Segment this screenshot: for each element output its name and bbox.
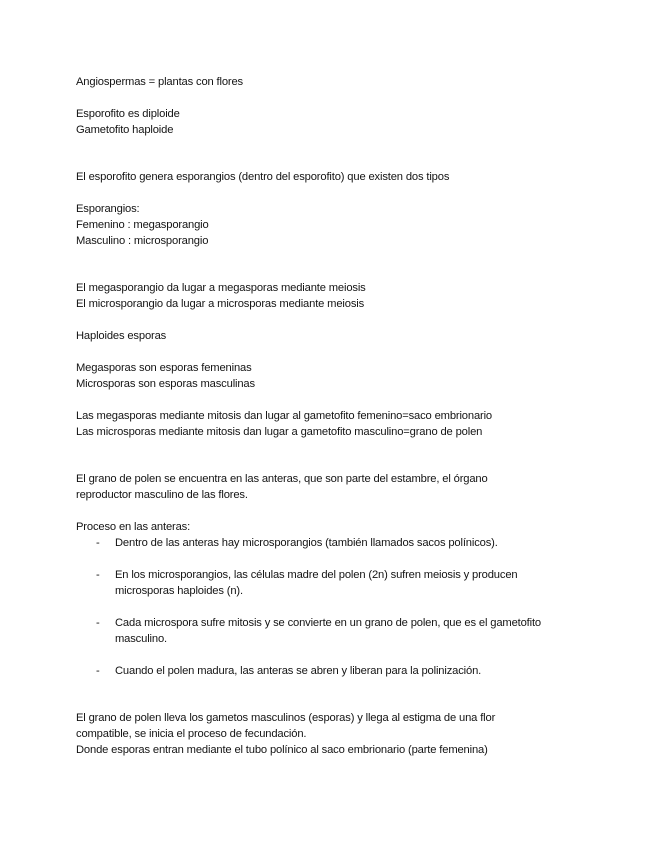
list-dash: - (96, 617, 100, 629)
list-item (76, 535, 576, 551)
list-item-text: masculino. (115, 633, 167, 645)
paragraph-line: El grano de polen lleva los gametos masculinos (esporas) y llega al estigma de una flor (76, 712, 496, 724)
list-item-text: Cuando el polen madura, las anteras se abren y liberan para la polinización. (115, 665, 482, 677)
list-item-text: microsporas haploides (n). (115, 585, 243, 597)
text-line: Haploides esporas (76, 330, 167, 342)
list-heading: Proceso en las anteras: (76, 521, 191, 533)
list-dash: - (96, 569, 100, 581)
list-item (76, 615, 576, 647)
text-line: Esporofito es diploide (76, 108, 180, 120)
paragraph-line: Donde esporas entran mediante el tubo polínico al saco embrionario (parte femenina) (76, 744, 488, 756)
process-list (76, 535, 576, 679)
paragraph-line: compatible, se inicia el proceso de fecundación. (76, 728, 307, 740)
text-line: Gametofito haploide (76, 124, 174, 136)
text-line: El megasporangio da lugar a megasporas mediante meiosis (76, 282, 366, 294)
text-line: Las megasporas mediante mitosis dan lugar al gametofito femenino=saco embrionario (76, 410, 493, 422)
paragraph-line: reproductor masculino de las flores. (76, 489, 248, 501)
list-item-text: En los microsporangios, las células madre del polen (2n) sufren meiosis y producen (115, 569, 518, 581)
text-line: Microsporas son esporas masculinas (76, 378, 255, 390)
text-line: Masculino : microsporangio (76, 235, 209, 247)
list-dash: - (96, 665, 100, 677)
text-line: Megasporas son esporas femeninas (76, 362, 252, 374)
list-dash: - (96, 537, 100, 549)
list-item-text: Dentro de las anteras hay microsporangios (también llamados sacos polínicos). (115, 537, 498, 549)
paragraph-line: El grano de polen se encuentra en las anteras, que son parte del estambre, el órgano (76, 473, 488, 485)
document-page (76, 74, 576, 758)
text-line: Las microsporas mediante mitosis dan lugar a gametofito masculino=grano de polen (76, 426, 483, 438)
list-item (76, 567, 576, 599)
text-line: El esporofito genera esporangios (dentro del esporofito) que existen dos tipos (76, 171, 450, 183)
list-item-text: Cada microspora sufre mitosis y se convierte en un grano de polen, que es el gametofito (115, 617, 541, 629)
text-line: Angiospermas = plantas con flores (76, 76, 243, 88)
list-item (76, 663, 576, 679)
text-line: Esporangios: (76, 203, 140, 215)
text-line: Femenino : megasporangio (76, 219, 209, 231)
text-line: El microsporangio da lugar a microsporas mediante meiosis (76, 298, 365, 310)
